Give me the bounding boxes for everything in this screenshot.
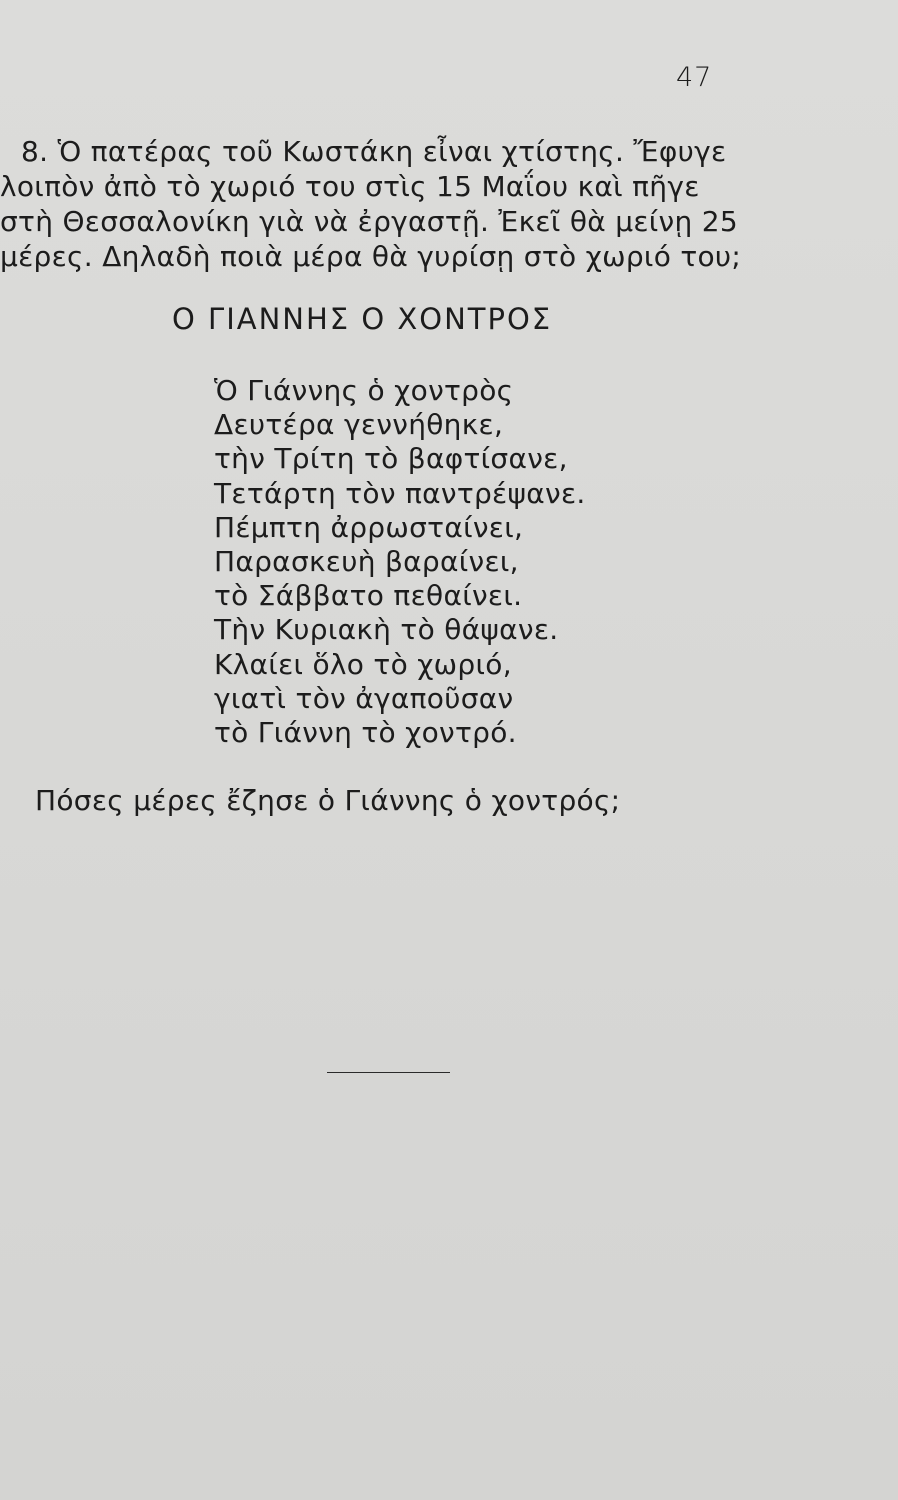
exercise-line: λοιπὸν ἀπὸ τὸ χωριό του στὶς 15 Μαΐου καὶ πῆγε xyxy=(0,170,700,203)
poem-verse: Κλαίει ὅλο τὸ χωριό, xyxy=(214,647,512,681)
exercise-paragraph xyxy=(0,134,760,274)
poem-verse: γιατὶ τὸν ἀγαποῦσαν xyxy=(214,681,514,715)
poem-title: Ο ΓΙΑΝΝΗΣ Ο ΧΟΝΤΡΟΣ xyxy=(172,302,553,336)
exercise-line: μέρες. Δηλαδὴ ποιὰ μέρα θὰ γυρίσῃ στὸ χωριό του; xyxy=(0,240,742,273)
poem-verse: τὸ Γιάννη τὸ χοντρό. xyxy=(214,716,517,750)
poem-verse: τὴν Τρίτη τὸ βαφτίσανε, xyxy=(214,442,568,476)
exercise-line: στὴ Θεσσαλονίκη γιὰ νὰ ἐργαστῇ. Ἐκεῖ θὰ μείνῃ 25 xyxy=(0,205,738,238)
poem-verse: τὸ Σάββατο πεθαίνει. xyxy=(214,579,523,613)
page-number: 47 xyxy=(676,62,713,93)
poem-verse: Τετάρτη τὸν παντρέψανε. xyxy=(214,476,586,510)
poem-verse: Τὴν Κυριακὴ τὸ θάψανε. xyxy=(214,613,559,647)
poem-verse: Πέμπτη ἀρρωσταίνει, xyxy=(214,510,524,544)
poem xyxy=(214,374,586,750)
poem-verse: Δευτέρα γεννήθηκε, xyxy=(214,408,504,442)
section-divider xyxy=(327,1072,450,1073)
poem-verse: Ὁ Γιάννης ὁ χοντρὸς xyxy=(214,374,514,407)
exercise-line: 8. Ὁ πατέρας τοῦ Κωστάκη εἶναι χτίστης. Ἔφυγε xyxy=(21,135,727,168)
poem-question: Πόσες μέρες ἔζησε ὁ Γιάννης ὁ χοντρός; xyxy=(35,784,621,817)
poem-verse: Παρασκευὴ βαραίνει, xyxy=(214,545,519,579)
